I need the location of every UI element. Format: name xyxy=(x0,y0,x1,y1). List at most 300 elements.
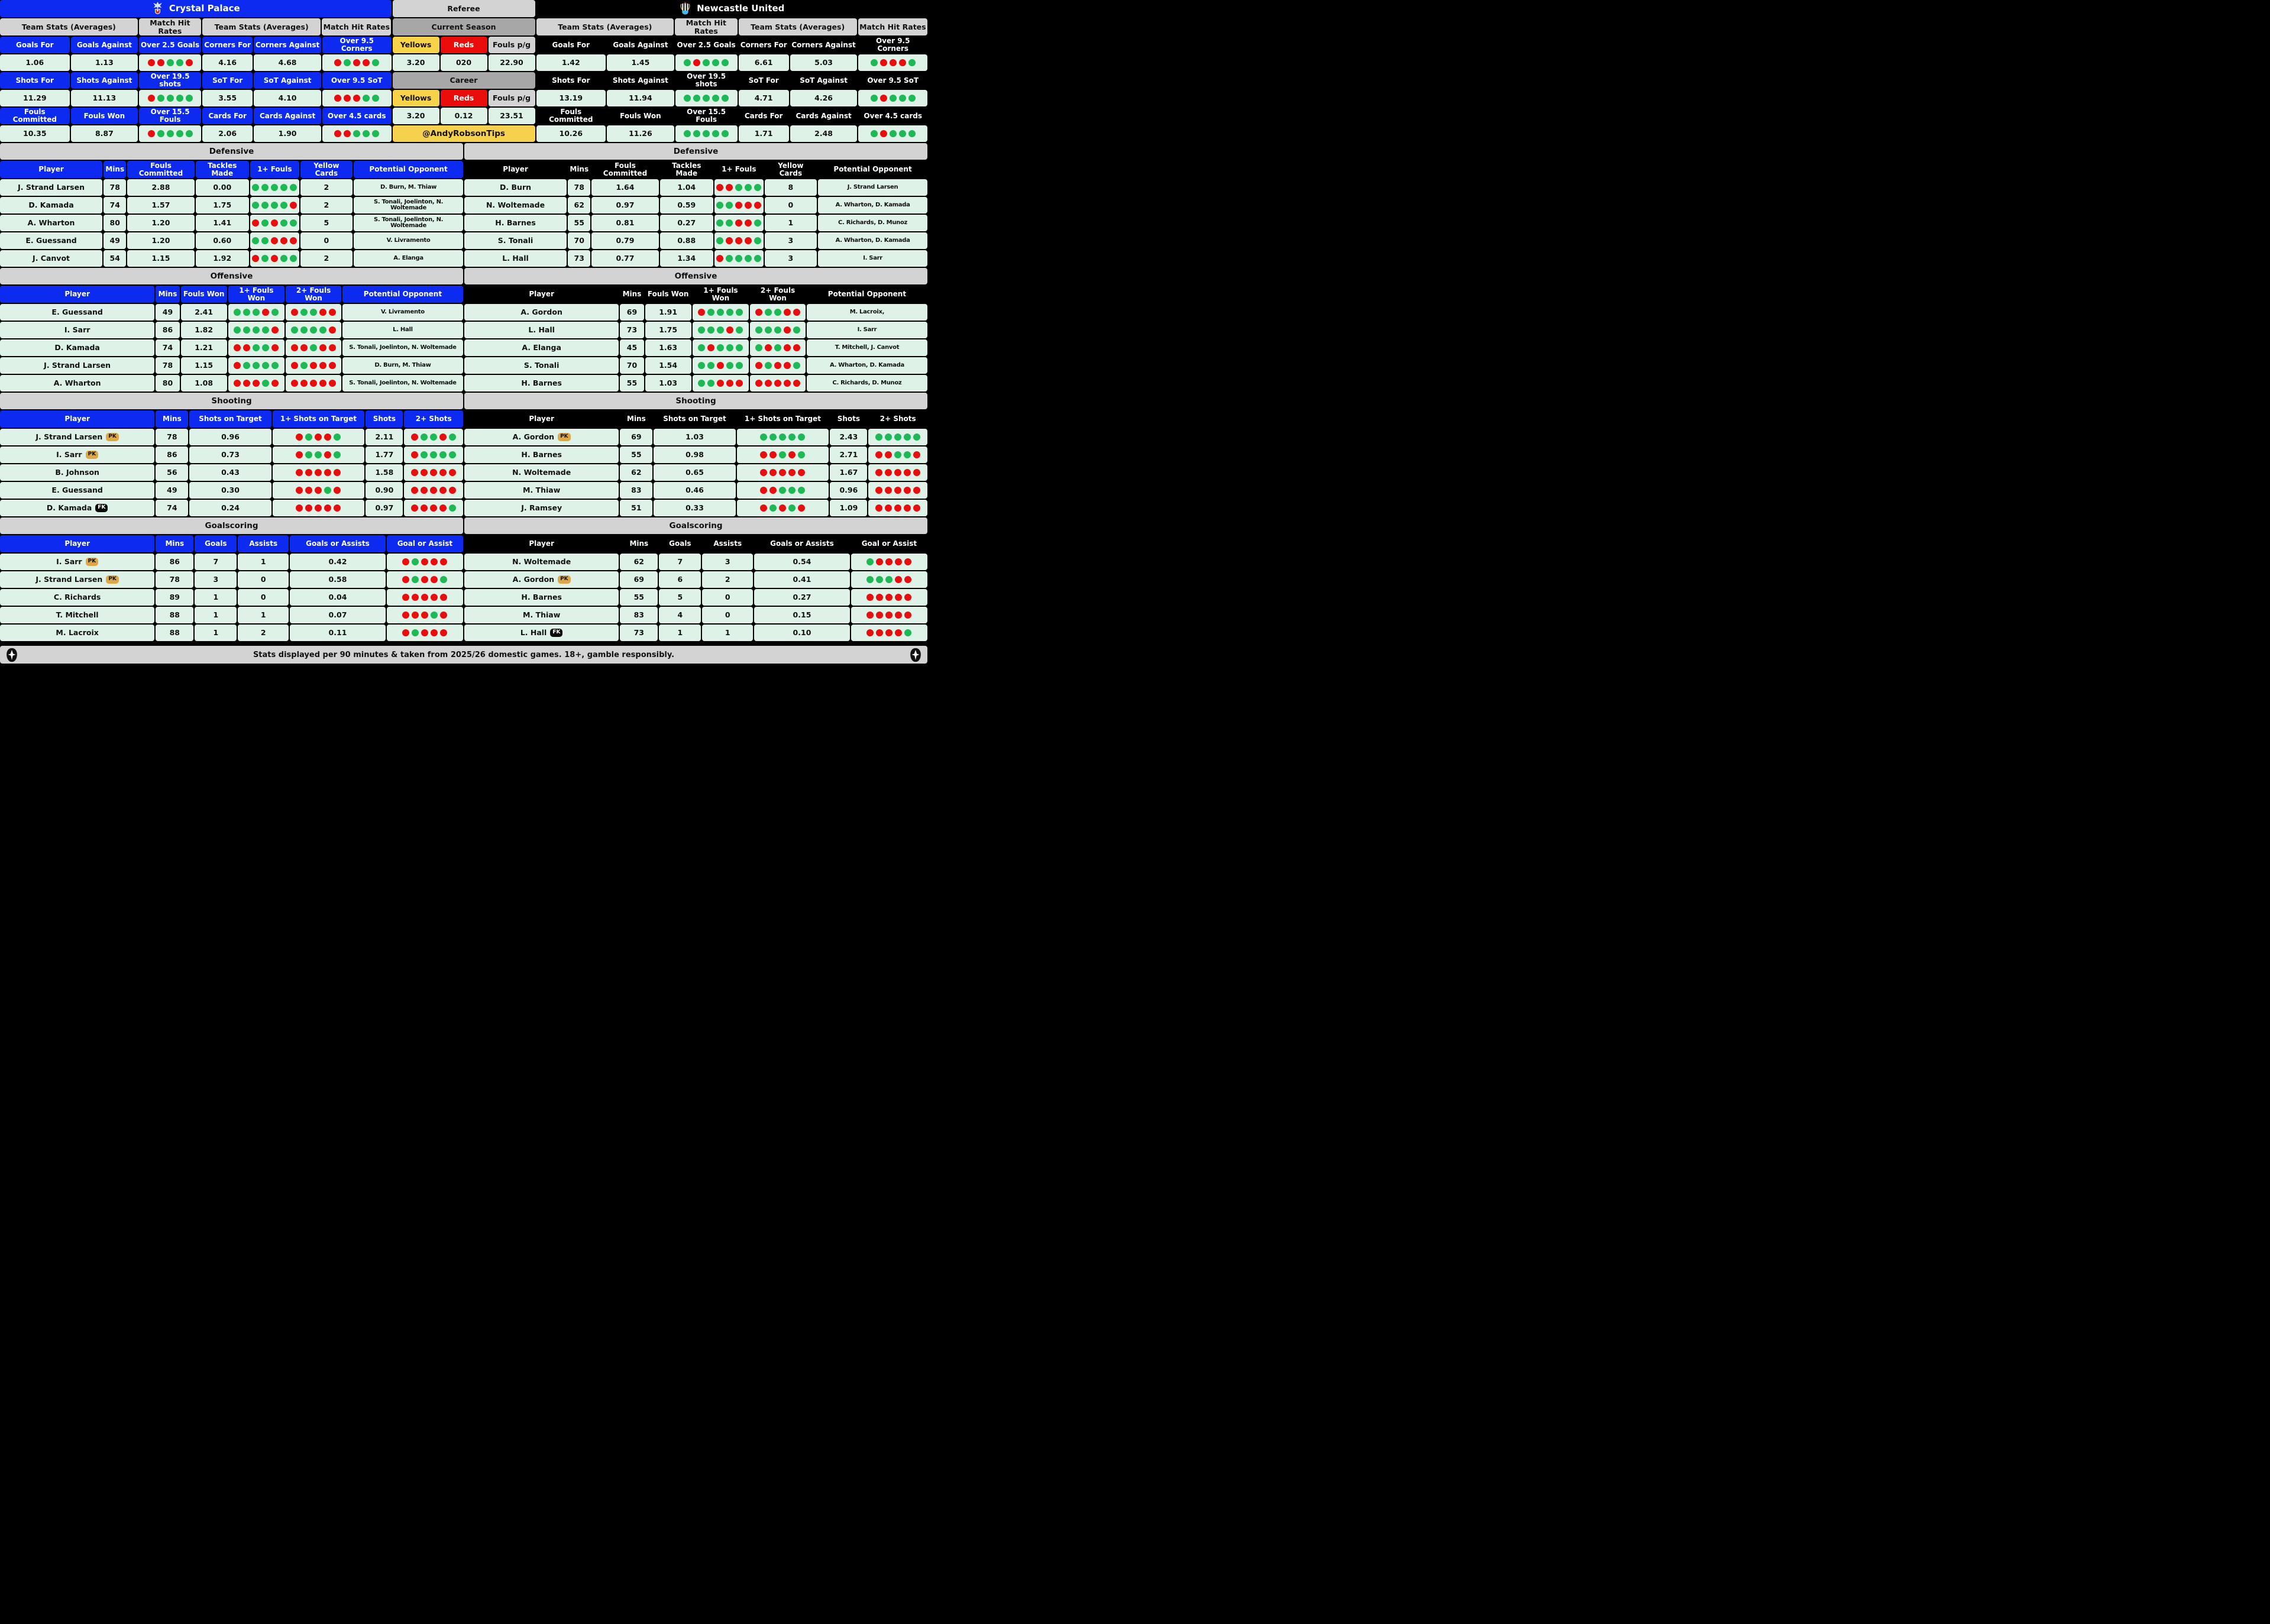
hit-dot-green-icon xyxy=(779,434,786,441)
hit-dot-green-icon xyxy=(793,326,800,334)
hit-rate-cell xyxy=(675,90,738,106)
section-title: Goalscoring xyxy=(0,517,463,534)
hit-dot-red-icon xyxy=(319,380,326,387)
stat-value-cell: 0.42 xyxy=(290,554,386,570)
hit-dot-green-icon xyxy=(871,130,878,137)
hit-dot-green-icon xyxy=(262,344,269,351)
stats-dashboard xyxy=(0,0,927,664)
twitter-handle: @AndyRobsonTips xyxy=(393,125,535,142)
hit-dot-green-icon xyxy=(372,130,379,137)
hit-dot-red-icon xyxy=(315,469,322,476)
hit-dot-red-icon xyxy=(262,309,269,316)
stat-value-cell: 0.30 xyxy=(189,482,271,499)
hit-dot-green-icon xyxy=(890,95,897,102)
team-header-newcastle xyxy=(536,0,928,17)
hit-rate-dots xyxy=(411,504,456,512)
column-header: Player xyxy=(464,535,619,552)
hit-dot-red-icon xyxy=(895,612,902,619)
hit-dot-red-icon xyxy=(784,309,791,316)
fk-badge: FK xyxy=(95,504,108,512)
hit-dot-red-icon xyxy=(148,95,155,102)
hit-rate-cell xyxy=(750,304,806,321)
hit-dot-red-icon xyxy=(769,469,777,476)
hit-dot-green-icon xyxy=(722,130,729,137)
table-row xyxy=(464,589,927,606)
section-shooting xyxy=(464,393,927,516)
column-header: Fouls Committed xyxy=(127,161,194,178)
current-reds-value: 020 xyxy=(441,54,487,71)
column-header: Fouls Committed xyxy=(591,161,658,178)
hit-dot-green-icon xyxy=(262,362,269,369)
player-name: A. Wharton xyxy=(27,218,75,228)
hit-dot-red-icon xyxy=(148,59,155,66)
stat-value-cell: 0.33 xyxy=(654,500,735,516)
hit-dot-green-icon xyxy=(736,344,743,351)
hit-dot-red-icon xyxy=(717,362,724,369)
stat-label: Shots Against xyxy=(607,72,674,89)
hit-dot-green-icon xyxy=(449,451,456,458)
player-name: B. Johnson xyxy=(55,468,99,477)
column-header: Mins xyxy=(104,161,126,178)
hit-dot-red-icon xyxy=(329,344,336,351)
hit-dot-red-icon xyxy=(885,451,892,458)
hit-dot-green-icon xyxy=(716,219,723,227)
hit-dot-green-icon xyxy=(261,237,269,244)
stat-value: 1.71 xyxy=(739,125,789,142)
hit-dot-green-icon xyxy=(899,95,906,102)
hit-dot-red-icon xyxy=(784,344,791,351)
hit-rate-cell xyxy=(387,625,463,641)
stat-value-cell: 49 xyxy=(104,232,126,249)
hit-rate-cell xyxy=(750,375,806,392)
team-stats-header: Team Stats (Averages) xyxy=(202,18,321,35)
player-name: E. Guessand xyxy=(51,308,103,317)
table-row xyxy=(0,607,463,623)
hit-rate-dots xyxy=(234,362,279,369)
column-header: Goals or Assists xyxy=(754,535,850,552)
hit-rate-dots xyxy=(698,326,743,334)
column-header: 2+ Shots xyxy=(404,410,463,428)
stat-value-cell: 1.20 xyxy=(127,232,194,249)
player-name-cell xyxy=(464,215,567,231)
player-name: T. Mitchell xyxy=(56,610,99,620)
hit-dot-red-icon xyxy=(291,344,298,351)
stat-label: Over 9.5 SoT xyxy=(858,72,927,89)
hit-dot-green-icon xyxy=(353,130,360,137)
hit-dot-red-icon xyxy=(439,434,447,441)
hit-dot-green-icon xyxy=(793,362,800,369)
hit-rate-cell xyxy=(228,304,285,321)
column-header: Potential Opponent xyxy=(342,286,463,303)
hit-rate-dots xyxy=(234,309,279,316)
stat-value-cell: 1.15 xyxy=(127,250,194,267)
hit-dot-red-icon xyxy=(290,202,297,209)
hit-rate-dots xyxy=(760,504,805,512)
hit-rate-dots xyxy=(296,487,341,494)
hit-rate-dots xyxy=(402,558,447,565)
hit-dot-green-icon xyxy=(243,309,250,316)
hit-dot-red-icon xyxy=(755,380,762,387)
hit-rate-dots xyxy=(402,594,447,601)
hit-dot-green-icon xyxy=(726,255,733,262)
section-offensive xyxy=(464,268,927,392)
hit-dot-green-icon xyxy=(716,202,723,209)
column-header: Player xyxy=(464,286,619,303)
hit-dot-green-icon xyxy=(745,255,752,262)
hit-dot-red-icon xyxy=(315,434,322,441)
column-header: Goals xyxy=(195,535,237,552)
hit-dot-red-icon xyxy=(717,380,724,387)
hit-dot-green-icon xyxy=(253,362,260,369)
stat-value-cell: 0.07 xyxy=(290,607,386,623)
hit-rate-cell xyxy=(286,322,341,338)
crystal-palace-sections xyxy=(0,143,463,645)
stat-value-cell: 1.21 xyxy=(181,339,227,356)
column-header: 2+ Fouls Won xyxy=(286,286,341,303)
reds-header: Reds xyxy=(441,37,487,53)
hit-dot-red-icon xyxy=(310,380,317,387)
hit-rate-cell xyxy=(286,304,341,321)
hit-rate-dots xyxy=(875,504,920,512)
player-name: D. Kamada xyxy=(46,503,92,513)
potential-opponent-cell: J. Strand Larsen xyxy=(818,179,927,196)
hit-rate-cell xyxy=(387,554,463,570)
stat-value-cell: 5 xyxy=(659,589,701,606)
potential-opponent-cell: S. Tonali, Joelinton, N. Woltemade xyxy=(354,215,463,231)
hit-rate-cell xyxy=(250,197,299,213)
player-name: E. Guessand xyxy=(51,486,103,495)
potential-opponent-cell: D. Burn, M. Thiaw xyxy=(354,179,463,196)
hit-dot-green-icon xyxy=(243,326,250,334)
column-header: 1+ Fouls Won xyxy=(693,286,749,303)
hit-rate-cell xyxy=(858,90,927,106)
potential-opponent-cell: I. Sarr xyxy=(818,250,927,267)
newcastle-sections xyxy=(464,143,927,645)
hit-dot-red-icon xyxy=(890,59,897,66)
player-name: I. Sarr xyxy=(64,325,90,335)
player-name-cell xyxy=(0,464,154,481)
hit-dot-green-icon xyxy=(765,362,772,369)
table-row xyxy=(0,375,463,392)
stat-value-cell: 0.73 xyxy=(189,447,271,463)
hit-dot-red-icon xyxy=(745,219,752,227)
hit-dot-green-icon xyxy=(186,95,193,102)
hit-dot-red-icon xyxy=(319,362,326,369)
player-name-cell xyxy=(464,607,619,623)
hit-dot-red-icon xyxy=(253,380,260,387)
section-goalscoring xyxy=(0,517,463,641)
hit-rate-cell xyxy=(322,90,392,106)
hit-rate-dots xyxy=(411,434,456,441)
hit-dot-green-icon xyxy=(310,309,317,316)
hit-dot-red-icon xyxy=(726,184,733,191)
hit-dot-red-icon xyxy=(310,362,317,369)
hit-dot-red-icon xyxy=(735,237,742,244)
stat-value-cell: 2.41 xyxy=(181,304,227,321)
hit-dot-red-icon xyxy=(880,59,887,66)
stat-value: 1.06 xyxy=(0,54,70,71)
stat-value-cell: 1.20 xyxy=(127,215,194,231)
hit-rate-dots xyxy=(148,95,193,102)
section-title: Shooting xyxy=(0,393,463,409)
stat-value-row xyxy=(536,90,928,106)
hit-dot-green-icon xyxy=(904,434,911,441)
stat-label-row xyxy=(536,72,928,89)
hit-dot-green-icon xyxy=(261,202,269,209)
stat-value-cell: 78 xyxy=(104,179,126,196)
referee-current-season-label: Current Season xyxy=(393,18,535,35)
stat-value-cell: 0.54 xyxy=(754,554,850,570)
stat-value-cell: 74 xyxy=(156,339,179,356)
player-name-cell xyxy=(464,500,619,516)
hit-dot-red-icon xyxy=(402,558,409,565)
hit-rate-dots xyxy=(698,344,743,351)
hit-dot-green-icon xyxy=(305,434,312,441)
section-title: Defensive xyxy=(464,143,927,160)
hit-dot-green-icon xyxy=(176,130,183,137)
hit-dot-red-icon xyxy=(329,380,336,387)
stat-value-cell: 2.11 xyxy=(366,429,403,445)
hit-dot-green-icon xyxy=(779,451,786,458)
hit-dot-red-icon xyxy=(271,380,279,387)
hit-dot-red-icon xyxy=(439,469,447,476)
hit-dot-red-icon xyxy=(431,629,438,636)
hit-rate-cell xyxy=(250,215,299,231)
hit-rate-dots xyxy=(291,362,336,369)
hit-dot-red-icon xyxy=(300,344,308,351)
column-header: Yellow Cards xyxy=(300,161,353,178)
hit-rate-dots xyxy=(402,612,447,619)
hit-dot-green-icon xyxy=(271,202,278,209)
section-title: Defensive xyxy=(0,143,463,160)
column-header: Player xyxy=(464,161,567,178)
stat-label-row xyxy=(536,108,928,124)
hit-dot-red-icon xyxy=(904,576,911,583)
stat-value-cell: 0.97 xyxy=(591,197,658,213)
player-name: J. Strand Larsen xyxy=(35,432,103,442)
stat-value-cell: 1 xyxy=(702,625,753,641)
hit-dot-green-icon xyxy=(717,344,724,351)
hit-dot-red-icon xyxy=(305,469,312,476)
column-header: Goals xyxy=(659,535,701,552)
table-row xyxy=(0,625,463,641)
hit-rate-cell xyxy=(404,429,463,445)
hit-dot-green-icon xyxy=(310,326,317,334)
stat-value-cell: 0.88 xyxy=(660,232,713,249)
player-name: J. Strand Larsen xyxy=(35,575,103,584)
hit-dot-green-icon xyxy=(735,255,742,262)
stat-value-cell: 0.10 xyxy=(754,625,850,641)
stat-value-cell: 86 xyxy=(156,322,179,338)
hit-dot-red-icon xyxy=(774,362,781,369)
stat-value-cell: 1.64 xyxy=(591,179,658,196)
hit-dot-red-icon xyxy=(894,504,901,512)
hit-dot-red-icon xyxy=(793,309,800,316)
table-row xyxy=(0,232,463,249)
stat-label: Goals For xyxy=(536,37,606,53)
hit-dot-red-icon xyxy=(745,237,752,244)
hit-dot-red-icon xyxy=(271,255,278,262)
hit-rate-cell xyxy=(750,357,806,374)
hit-dot-green-icon xyxy=(703,95,710,102)
stat-label: Over 9.5 Corners xyxy=(858,37,927,53)
hit-dot-red-icon xyxy=(296,451,303,458)
hit-dot-green-icon xyxy=(707,362,714,369)
player-name-cell xyxy=(0,625,154,641)
hit-rate-cell xyxy=(851,607,927,623)
hit-dot-green-icon xyxy=(412,558,419,565)
column-header-row xyxy=(0,161,463,178)
stat-value-cell: 86 xyxy=(156,447,188,463)
team-header-crystal-palace xyxy=(0,0,392,17)
player-name: A. Gordon xyxy=(512,575,555,584)
hit-dot-green-icon xyxy=(722,59,729,66)
pk-badge: PK xyxy=(558,575,571,583)
stat-label: Over 2.5 Goals xyxy=(139,37,201,53)
hit-dot-green-icon xyxy=(698,344,705,351)
hit-dot-green-icon xyxy=(234,309,241,316)
hit-rate-dots xyxy=(252,219,297,227)
hit-dot-green-icon xyxy=(788,434,796,441)
stat-value: 4.68 xyxy=(254,54,321,71)
hit-rate-dots xyxy=(234,380,279,387)
table-row xyxy=(0,304,463,321)
hit-dot-red-icon xyxy=(243,380,250,387)
fk-badge: FK xyxy=(550,629,562,636)
hit-dot-green-icon xyxy=(291,326,298,334)
hit-dot-red-icon xyxy=(913,469,920,476)
hit-dot-red-icon xyxy=(271,219,278,227)
team-name: Newcastle United xyxy=(697,2,785,14)
player-name-cell xyxy=(464,447,619,463)
hit-dot-red-icon xyxy=(885,487,892,494)
hit-dot-green-icon xyxy=(712,130,719,137)
hit-dot-red-icon xyxy=(291,380,298,387)
player-name: N. Woltemade xyxy=(512,468,571,477)
player-name: A. Gordon xyxy=(520,308,562,317)
hit-dot-red-icon xyxy=(402,629,409,636)
stat-label: Goals Against xyxy=(71,37,138,53)
hit-rate-dots xyxy=(760,469,805,476)
table-row xyxy=(464,447,927,463)
hit-dot-red-icon xyxy=(431,594,438,601)
hit-dot-green-icon xyxy=(712,59,719,66)
hit-dot-green-icon xyxy=(271,184,278,191)
stat-value-cell: 7 xyxy=(659,554,701,570)
hit-dot-green-icon xyxy=(372,95,379,102)
hit-rate-dots xyxy=(698,380,743,387)
stat-value: 4.10 xyxy=(254,90,321,106)
stat-label: Corners Against xyxy=(790,37,858,53)
hit-dot-green-icon xyxy=(885,434,892,441)
stat-value-cell: 1 xyxy=(765,215,817,231)
hit-dot-green-icon xyxy=(684,95,691,102)
hit-dot-red-icon xyxy=(421,612,428,619)
player-name: L. Hall xyxy=(528,325,555,335)
referee-career-values xyxy=(393,108,535,124)
table-row xyxy=(0,250,463,267)
stat-value-cell: 1 xyxy=(238,607,289,623)
hit-dot-green-icon xyxy=(899,130,906,137)
player-name: D. Burn xyxy=(500,183,532,192)
hit-rate-dots xyxy=(875,451,920,458)
hit-dot-red-icon xyxy=(707,344,714,351)
hit-dot-green-icon xyxy=(167,59,174,66)
hit-dot-red-icon xyxy=(412,612,419,619)
hit-dot-red-icon xyxy=(439,504,447,512)
hit-dot-red-icon xyxy=(793,380,800,387)
stat-label: Over 15.5 Fouls xyxy=(675,108,738,124)
hit-dot-red-icon xyxy=(784,326,791,334)
column-header: Fouls Won xyxy=(181,286,227,303)
column-header: Potential Opponent xyxy=(818,161,927,178)
hit-dot-red-icon xyxy=(779,469,786,476)
hit-dot-red-icon xyxy=(788,469,796,476)
hit-dot-red-icon xyxy=(760,487,767,494)
stat-value-cell: 49 xyxy=(156,304,179,321)
player-name: H. Barnes xyxy=(521,378,562,388)
potential-opponent-cell: L. Hall xyxy=(342,322,463,338)
hit-rate-dots xyxy=(866,576,911,583)
hit-dot-green-icon xyxy=(290,184,297,191)
stat-value-cell: 1.15 xyxy=(181,357,227,374)
hit-dot-red-icon xyxy=(334,504,341,512)
hit-dot-red-icon xyxy=(885,594,893,601)
stat-value-cell: 3 xyxy=(702,554,753,570)
section-offensive xyxy=(0,268,463,392)
hit-dot-red-icon xyxy=(421,487,428,494)
hit-rate-cell xyxy=(139,125,201,142)
stat-value: 3.55 xyxy=(202,90,253,106)
stat-value-cell: 74 xyxy=(156,500,188,516)
hit-dot-red-icon xyxy=(411,434,418,441)
team-stats-header: Team Stats (Averages) xyxy=(739,18,857,35)
hit-dot-green-icon xyxy=(904,629,911,636)
hit-dot-green-icon xyxy=(167,130,174,137)
hit-dot-green-icon xyxy=(262,380,269,387)
hit-dot-red-icon xyxy=(440,558,447,565)
hit-dot-red-icon xyxy=(895,576,902,583)
hit-dot-green-icon xyxy=(176,95,183,102)
stat-value-cell: 0 xyxy=(765,197,817,213)
column-header: Assists xyxy=(702,535,753,552)
stat-value-cell: 1.08 xyxy=(181,375,227,392)
stat-label-row xyxy=(0,37,392,53)
potential-opponent-cell: C. Richards, D. Munoz xyxy=(818,215,927,231)
hit-dot-green-icon xyxy=(754,184,761,191)
hit-dot-red-icon xyxy=(866,629,874,636)
hit-dot-red-icon xyxy=(913,504,920,512)
hit-dot-green-icon xyxy=(167,95,174,102)
stat-value-cell: 78 xyxy=(156,571,193,588)
stat-label: Over 9.5 Corners xyxy=(322,37,392,53)
stat-value-cell: 0 xyxy=(300,232,353,249)
hit-dot-red-icon xyxy=(252,219,259,227)
stat-label: SoT For xyxy=(202,72,253,89)
player-name-cell xyxy=(464,357,619,374)
stat-value-cell: 1.82 xyxy=(181,322,227,338)
yellows-header: Yellows xyxy=(393,37,439,53)
column-header: Player xyxy=(0,410,154,428)
potential-opponent-cell: V. Livramento xyxy=(342,304,463,321)
stat-value: 6.61 xyxy=(739,54,789,71)
player-name: E. Guessand xyxy=(25,236,77,245)
table-row xyxy=(464,215,927,231)
hit-dot-green-icon xyxy=(271,309,279,316)
hit-dot-green-icon xyxy=(300,326,308,334)
hit-dot-red-icon xyxy=(875,469,882,476)
hit-rate-dots xyxy=(148,59,193,66)
